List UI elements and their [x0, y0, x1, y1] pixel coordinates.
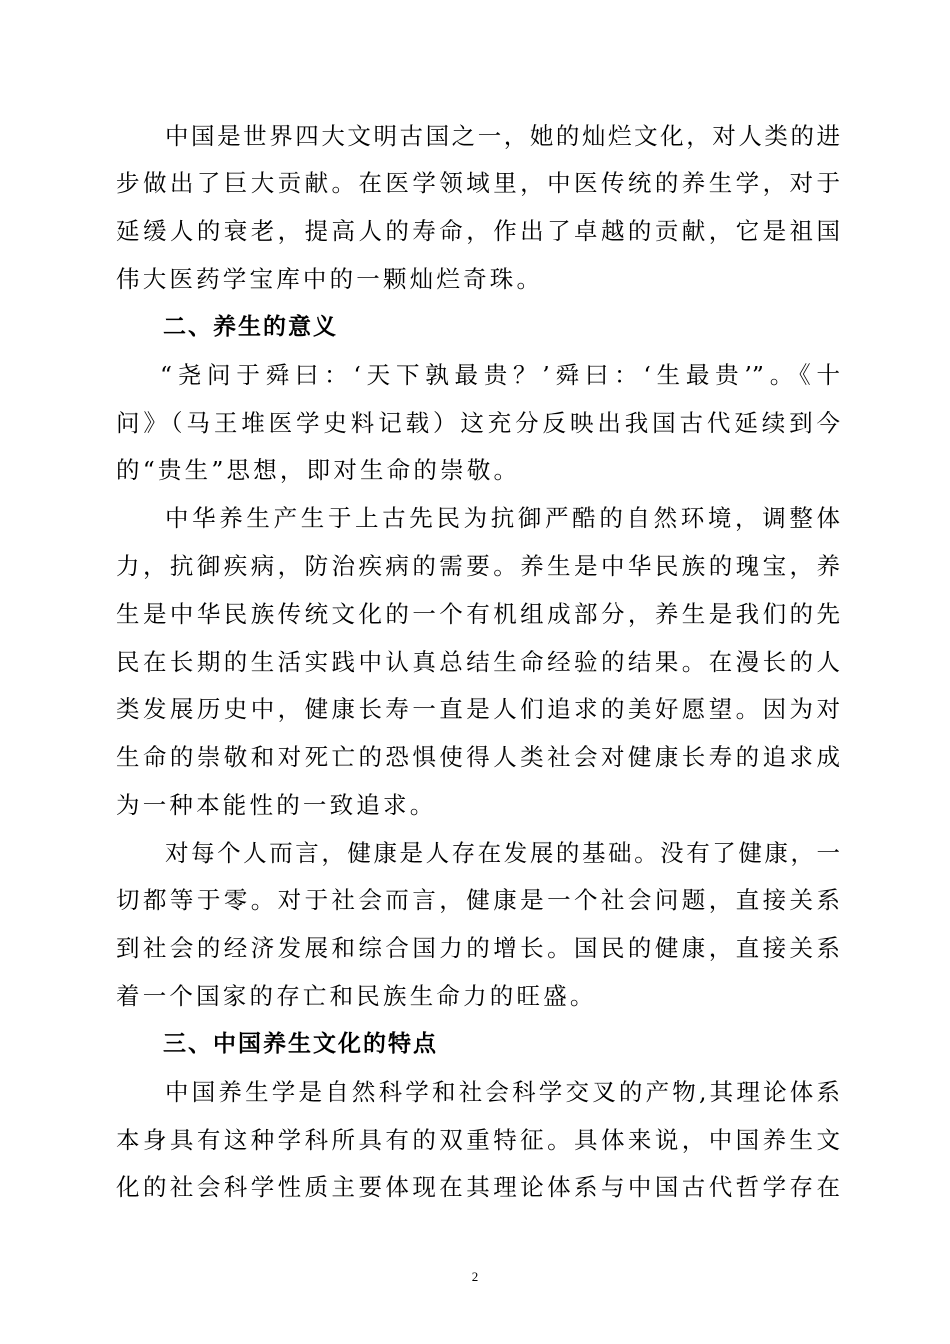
paragraph-3-line-7: 为一种本能性的一致追求。	[116, 791, 437, 819]
paragraph-1-line-2: 步做出了巨大贡献。在医学领域里，中医传统的养生学，对于	[116, 169, 840, 197]
paragraph-4-line-3: 到社会的经济发展和综合国力的增长。国民的健康，直接关系	[116, 934, 840, 962]
paragraph-5-line-3: 化的社会科学性质主要体现在其理论体系与中国古代哲学存在	[116, 1173, 840, 1201]
paragraph-3-line-3: 生是中华民族传统文化的一个有机组成部分，养生是我们的先	[116, 600, 840, 628]
paragraph-4-line-1: 对每个人而言，健康是人存在发展的基础。没有了健康，一	[165, 839, 840, 867]
section-heading-meaning: 二、养生的意义	[163, 314, 338, 340]
paragraph-1-line-3: 延缓人的衰老，提高人的寿命，作出了卓越的贡献，它是祖国	[116, 217, 840, 245]
paragraph-1-line-1: 中国是世界四大文明古国之一，她的灿烂文化，对人类的进	[165, 122, 840, 150]
paragraph-1-line-4: 伟大医药学宝库中的一颗灿烂奇珠。	[116, 265, 544, 293]
paragraph-5-line-1: 中国养生学是自然科学和社会科学交叉的产物,其理论体系	[165, 1078, 840, 1106]
page-number: 2	[471, 1269, 479, 1284]
paragraph-3-line-6: 生命的崇敬和对死亡的恐惧使得人类社会对健康长寿的追求成	[116, 743, 840, 771]
paragraph-4-line-2: 切都等于零。对于社会而言，健康是一个社会问题，直接关系	[116, 886, 840, 914]
paragraph-3-line-2: 力，抗御疾病，防治疾病的需要。养生是中华民族的瑰宝，养	[116, 552, 840, 580]
paragraph-5-line-2: 本身具有这种学科所具有的双重特征。具体来说，中国养生文	[116, 1126, 840, 1154]
paragraph-3-line-1: 中华养生产生于上古先民为抗御严酷的自然环境，调整体	[165, 504, 840, 532]
section-heading-characteristics: 三、中国养生文化的特点	[163, 1031, 438, 1057]
paragraph-4-line-4: 着一个国家的存亡和民族生命力的旺盛。	[116, 982, 597, 1010]
paragraph-2-line-1: “尧问于舜曰：‘天下孰最贵？’舜曰：‘生最贵’”。《十	[160, 361, 840, 389]
paragraph-3-line-5: 类发展历史中，健康长寿一直是人们追求的美好愿望。因为对	[116, 695, 840, 723]
paragraph-2-line-3: 的“贵生”思想，即对生命的崇敬。	[116, 456, 521, 484]
paragraph-3-line-4: 民在长期的生活实践中认真总结生命经验的结果。在漫长的人	[116, 648, 840, 676]
paragraph-2-line-2: 问》（马王堆医学史料记载）这充分反映出我国古代延续到今	[116, 409, 840, 437]
